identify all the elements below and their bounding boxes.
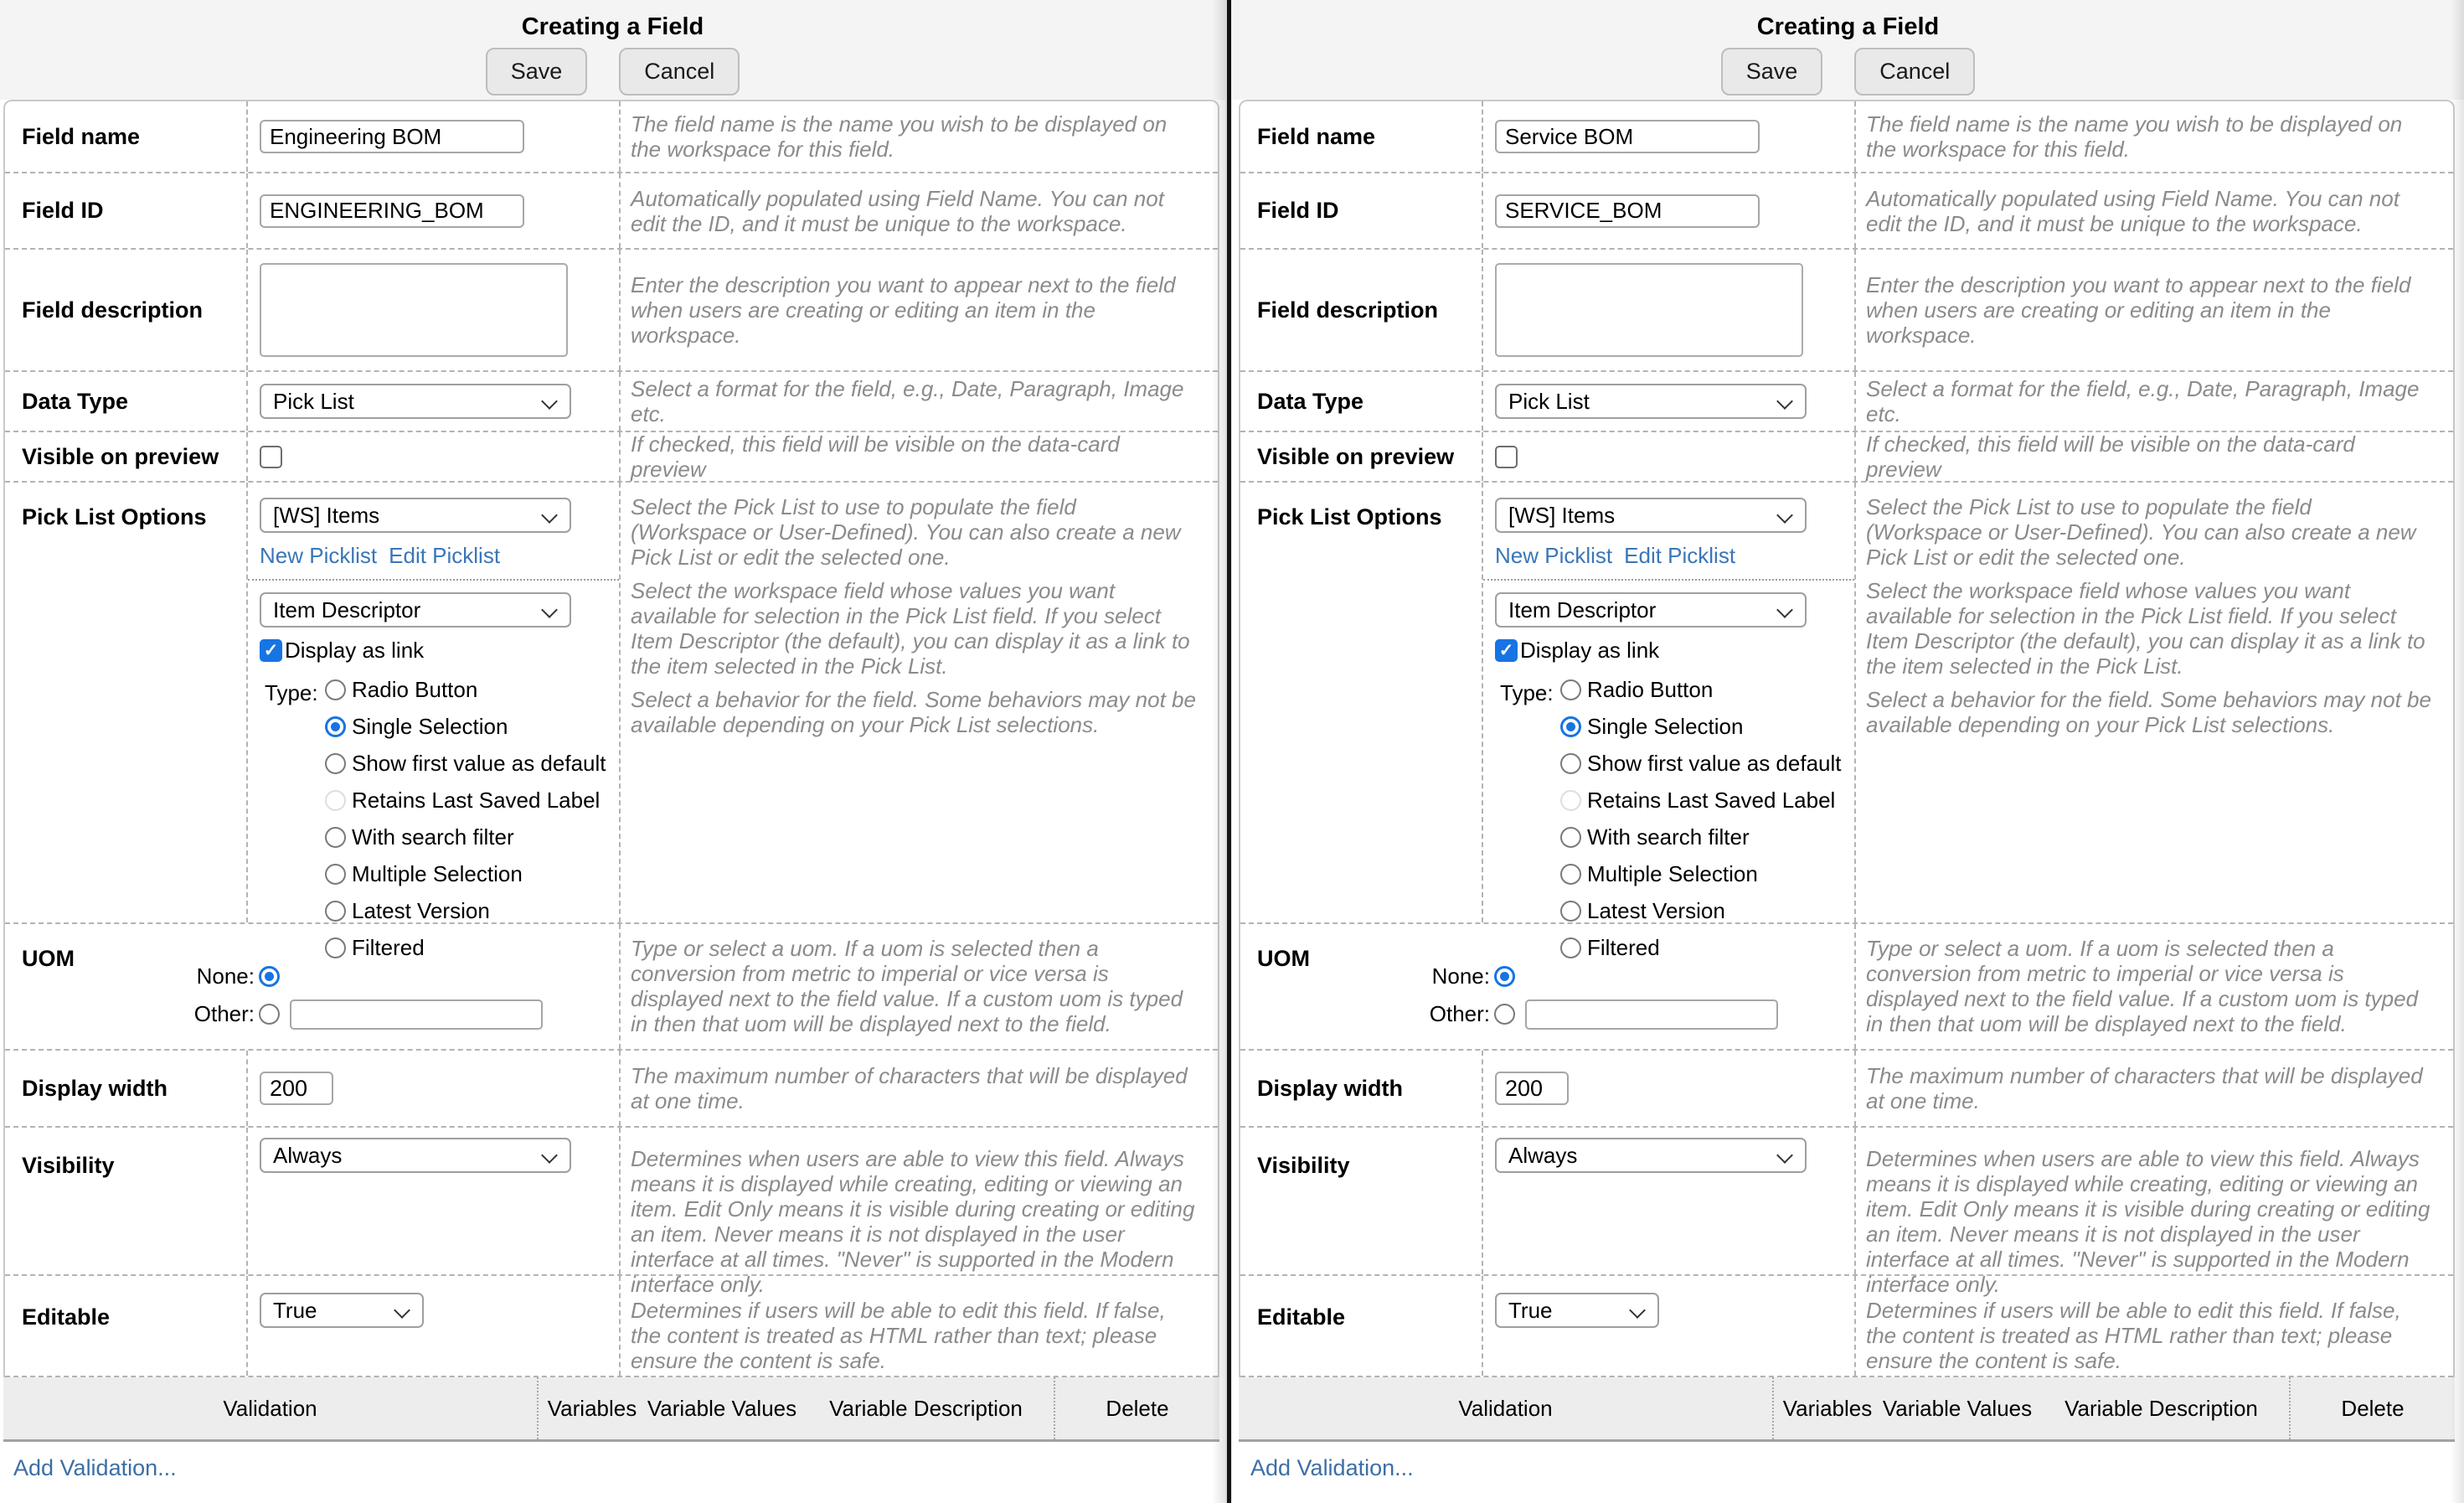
picklist-field-value: Item Descriptor xyxy=(273,597,421,622)
field-id-description: Automatically populated using Field Name. You can not edit the ID, and it must be unique to the workspace. xyxy=(1866,185,2400,236)
picklist-select[interactable] xyxy=(1495,498,1807,533)
uom-none-label: None: xyxy=(196,963,255,989)
save-button[interactable]: Save xyxy=(1721,48,1823,96)
display-as-link-checkbox[interactable] xyxy=(1495,639,1518,662)
uom-row xyxy=(1240,924,2453,1051)
option-label: With search filter xyxy=(1587,824,1750,850)
delete-column-header: Delete xyxy=(2289,1377,2455,1439)
data-type-value: Pick List xyxy=(273,388,354,414)
retains-last-saved-radio xyxy=(1560,790,1581,811)
visibility-row xyxy=(1240,1128,2453,1297)
data-type-row xyxy=(5,372,1218,432)
chevron-down-icon xyxy=(541,507,558,524)
creating-field-panel-right xyxy=(1232,0,2464,1503)
option-label: Filtered xyxy=(352,935,425,960)
type-option-radio-button xyxy=(1560,677,1842,703)
display-width-input[interactable] xyxy=(260,1072,333,1105)
chevron-down-icon xyxy=(1776,393,1793,410)
picklist-field-select[interactable] xyxy=(260,592,571,628)
visible-on-preview-checkbox[interactable] xyxy=(1495,446,1518,468)
uom-none-radio[interactable] xyxy=(1494,966,1515,987)
field-form xyxy=(3,100,1219,1377)
visibility-select[interactable] xyxy=(260,1138,571,1173)
uom-row xyxy=(5,924,1218,1051)
option-label: Radio Button xyxy=(352,677,478,702)
field-description-row xyxy=(1240,250,2453,372)
field-id-label: Field ID xyxy=(5,173,248,248)
type-option-multiple-selection xyxy=(325,861,606,887)
variables-column-header: Variables xyxy=(1782,1395,1873,1421)
data-type-description: Select a format for the field, e.g., Date, Paragraph, Image etc. xyxy=(1866,376,2420,426)
option-label: With search filter xyxy=(352,824,514,850)
action-buttons xyxy=(0,48,1225,96)
type-option-with-search-filter xyxy=(1560,824,1842,850)
add-validation-link[interactable]: Add Validation... xyxy=(1250,1455,1414,1480)
editable-value: True xyxy=(273,1297,317,1323)
display-width-description: The maximum number of characters that will be displayed at one time. xyxy=(1866,1063,2423,1113)
picklist-sub-separator xyxy=(1483,579,1854,581)
cancel-button[interactable]: Cancel xyxy=(1854,48,1975,96)
uom-description: Type or select a uom. If a uom is selected then a conversion from metric to imperial or vice versa is displayed next to the field value. If a custom uom is typed in then that uom will be displayed next to the field. xyxy=(1866,936,2419,1036)
new-picklist-link[interactable]: New Picklist xyxy=(1495,543,1613,568)
variable-values-column-header: Variable Values xyxy=(647,1395,797,1421)
page-title: Creating a Field xyxy=(521,13,704,40)
pick-list-description-2: Select the workspace field whose values you want available for selection in the Pick List field. If you select Item Descriptor (the default), you can display it as a link to the item selected in the Pick List. xyxy=(1866,578,2425,679)
validation-table-header xyxy=(1239,1377,2455,1442)
option-label: Filtered xyxy=(1587,935,1660,960)
field-name-input[interactable] xyxy=(260,120,524,153)
edit-picklist-link[interactable]: Edit Picklist xyxy=(1624,543,1736,568)
type-options xyxy=(1495,677,1854,961)
multiple-selection-radio[interactable] xyxy=(1560,864,1581,885)
uom-other-input[interactable] xyxy=(290,999,543,1030)
field-id-row xyxy=(5,173,1218,250)
radio-button-radio[interactable] xyxy=(1560,679,1581,700)
type-option-radio-button xyxy=(325,677,606,703)
validation-column-header: Validation xyxy=(3,1377,539,1439)
visibility-value: Always xyxy=(273,1142,343,1168)
data-type-label: Data Type xyxy=(1240,372,1483,431)
with-search-filter-radio[interactable] xyxy=(1560,827,1581,848)
uom-other-radio[interactable] xyxy=(259,1004,280,1025)
type-option-single-selection xyxy=(325,714,606,740)
pick-list-description-1: Select the Pick List to use to populate the field (Workspace or User-Defined). You can also create a new Pick List or edit the selected one. xyxy=(631,494,1181,570)
pick-list-description-2: Select the workspace field whose values you want available for selection in the Pick List field. If you select Item Descriptor (the default), you can display it as a link to the item selected in the Pick List. xyxy=(631,578,1190,679)
uom-other-input[interactable] xyxy=(1525,999,1778,1030)
pick-list-description xyxy=(621,483,1218,922)
editable-description: Determines if users will be able to edit this field. If false, the content is treated as HTML rather than text; please ensure the content is safe. xyxy=(631,1298,1166,1373)
delete-column-header: Delete xyxy=(1054,1377,1219,1439)
validation-column-header: Validation xyxy=(1239,1377,1774,1439)
type-label: Type: xyxy=(1500,680,1554,705)
pick-list-description-3: Select a behavior for the field. Some behaviors may not be available depending on your Pick List selections. xyxy=(631,687,1196,737)
option-label: Multiple Selection xyxy=(1587,861,1758,886)
pick-list-description-3: Select a behavior for the field. Some behaviors may not be available depending on your Pick List selections. xyxy=(1866,687,2431,737)
display-width-row xyxy=(1240,1051,2453,1128)
data-type-value: Pick List xyxy=(1508,388,1590,414)
type-option-show-first-value xyxy=(325,751,606,777)
field-form xyxy=(1239,100,2455,1377)
editable-value: True xyxy=(1508,1297,1553,1323)
field-name-input[interactable] xyxy=(1495,120,1760,153)
uom-label: UOM xyxy=(1257,946,1310,971)
field-name-description: The field name is the name you wish to be displayed on the workspace for this field. xyxy=(631,111,1168,162)
save-button[interactable]: Save xyxy=(486,48,588,96)
uom-description: Type or select a uom. If a uom is selected then a conversion from metric to imperial or vice versa is displayed next to the field value. If a custom uom is typed in then that uom will be displayed next to the field. xyxy=(631,936,1183,1036)
variables-column-header: Variables xyxy=(547,1395,637,1421)
type-option-single-selection xyxy=(1560,714,1842,740)
pick-list-options-label: Pick List Options xyxy=(1240,483,1483,922)
field-description-label: Field description xyxy=(5,250,248,370)
option-label: Latest Version xyxy=(352,898,490,923)
field-description-textarea[interactable] xyxy=(260,263,568,357)
data-type-select[interactable] xyxy=(260,384,571,419)
check-icon: ✓ xyxy=(1498,641,1514,660)
editable-row xyxy=(5,1276,1218,1377)
check-icon: ✓ xyxy=(263,641,279,660)
type-option-show-first-value xyxy=(1560,751,1842,777)
visible-on-preview-row xyxy=(1240,432,2453,483)
picklist-links xyxy=(1495,543,1854,569)
uom-label: UOM xyxy=(22,946,75,971)
uom-other-label: Other: xyxy=(193,1001,255,1026)
editable-row xyxy=(1240,1276,2453,1377)
field-name-label: Field name xyxy=(1240,101,1483,172)
chevron-down-icon xyxy=(394,1302,410,1319)
window-divider xyxy=(1225,0,1232,1503)
visible-on-preview-checkbox[interactable] xyxy=(260,446,282,468)
data-type-select[interactable] xyxy=(1495,384,1807,419)
picklist-value: [WS] Items xyxy=(273,502,380,528)
with-search-filter-radio[interactable] xyxy=(325,827,346,848)
pick-list-options-label: Pick List Options xyxy=(5,483,248,922)
field-name-label: Field name xyxy=(5,101,248,172)
field-id-input[interactable] xyxy=(260,194,524,228)
option-label: Multiple Selection xyxy=(352,861,523,886)
picklist-value: [WS] Items xyxy=(1508,502,1616,528)
display-width-label: Display width xyxy=(5,1051,248,1126)
creating-field-panel-left xyxy=(0,0,1225,1503)
visible-on-preview-row xyxy=(5,432,1218,483)
new-picklist-link[interactable]: New Picklist xyxy=(260,543,378,568)
field-id-description: Automatically populated using Field Name. You can not edit the ID, and it must be unique to the workspace. xyxy=(631,185,1164,236)
visibility-description: Determines when users are able to view this field. Always means it is displayed while creating, editing or viewing an item. Edit Only means it is visible during creating or editing an item. Never means it is not displayed in the user interface at all times. "Never" is supported in the Modern interface only. xyxy=(1866,1146,2430,1297)
editable-select[interactable] xyxy=(1495,1293,1659,1328)
variable-description-column-header: Variable Description xyxy=(2065,1395,2258,1421)
field-id-row xyxy=(1240,173,2453,250)
uom-options xyxy=(1240,958,1778,1033)
visibility-row xyxy=(5,1128,1218,1297)
display-width-input[interactable] xyxy=(1495,1072,1569,1105)
edit-picklist-link[interactable]: Edit Picklist xyxy=(389,543,501,568)
chevron-down-icon xyxy=(1629,1302,1646,1319)
field-description-description: Enter the description you want to appear next to the field when users are creating or editing an item in the workspace. xyxy=(631,272,1176,348)
picklist-select[interactable] xyxy=(260,498,571,533)
radio-button-radio[interactable] xyxy=(325,679,346,700)
uom-none-label: None: xyxy=(1431,963,1490,989)
data-type-description: Select a format for the field, e.g., Date, Paragraph, Image etc. xyxy=(631,376,1184,426)
type-options xyxy=(260,677,619,961)
chevron-down-icon xyxy=(1776,507,1793,524)
picklist-field-select[interactable] xyxy=(1495,592,1807,628)
display-as-link-label: Display as link xyxy=(1520,638,1660,663)
single-selection-radio[interactable] xyxy=(1560,716,1581,737)
field-description-row xyxy=(5,250,1218,372)
type-option-with-search-filter xyxy=(325,824,606,850)
cancel-button[interactable]: Cancel xyxy=(619,48,740,96)
editable-description: Determines if users will be able to edit this field. If false, the content is treated as HTML rather than text; please ensure the content is safe. xyxy=(1866,1298,2401,1373)
display-width-row xyxy=(5,1051,1218,1128)
validation-table-header xyxy=(3,1377,1219,1442)
uom-none-radio[interactable] xyxy=(259,966,280,987)
visibility-label: Visibility xyxy=(5,1128,248,1274)
show-first-value-radio[interactable] xyxy=(325,753,346,774)
visible-on-preview-description: If checked, this field will be visible on the data-card preview xyxy=(631,431,1120,482)
multiple-selection-radio[interactable] xyxy=(325,864,346,885)
editable-select[interactable] xyxy=(260,1293,424,1328)
picklist-links xyxy=(260,543,619,569)
chevron-down-icon xyxy=(541,393,558,410)
show-first-value-radio[interactable] xyxy=(1560,753,1581,774)
option-label: Single Selection xyxy=(352,714,508,739)
field-name-row xyxy=(1240,101,2453,173)
data-type-row xyxy=(1240,372,2453,432)
chevron-down-icon xyxy=(1776,1147,1793,1164)
option-label: Show first value as default xyxy=(1587,751,1842,776)
latest-version-radio[interactable] xyxy=(1560,901,1581,922)
option-label: Radio Button xyxy=(1587,677,1714,702)
type-option-retains-last-saved xyxy=(1560,788,1842,813)
visibility-select[interactable] xyxy=(1495,1138,1807,1173)
chevron-down-icon xyxy=(1776,602,1793,618)
panel-header xyxy=(1232,0,2464,100)
option-label: Single Selection xyxy=(1587,714,1744,739)
add-validation-link[interactable]: Add Validation... xyxy=(13,1455,177,1480)
field-description-textarea[interactable] xyxy=(1495,263,1803,357)
field-description-label: Field description xyxy=(1240,250,1483,370)
editable-label: Editable xyxy=(5,1276,248,1376)
option-label: Retains Last Saved Label xyxy=(1587,788,1836,813)
retains-last-saved-radio xyxy=(325,790,346,811)
picklist-field-value: Item Descriptor xyxy=(1508,597,1657,622)
pick-list-description xyxy=(1856,483,2453,922)
editable-label: Editable xyxy=(1240,1276,1483,1376)
pick-list-description-1: Select the Pick List to use to populate the field (Workspace or User-Defined). You can also create a new Pick List or edit the selected one. xyxy=(1866,494,2416,570)
display-width-label: Display width xyxy=(1240,1051,1483,1126)
chevron-down-icon xyxy=(541,1147,558,1164)
visible-on-preview-description: If checked, this field will be visible on the data-card preview xyxy=(1866,431,2355,482)
page-title: Creating a Field xyxy=(1756,13,1940,40)
variable-values-column-header: Variable Values xyxy=(1882,1395,2033,1421)
visibility-label: Visibility xyxy=(1240,1128,1483,1274)
uom-other-radio[interactable] xyxy=(1494,1004,1515,1025)
field-id-label: Field ID xyxy=(1240,173,1483,248)
field-name-description: The field name is the name you wish to be displayed on the workspace for this field. xyxy=(1866,111,2403,162)
option-label: Retains Last Saved Label xyxy=(352,788,601,813)
panel-header xyxy=(0,0,1225,100)
picklist-sub-separator xyxy=(248,579,619,581)
field-description-description: Enter the description you want to appear next to the field when users are creating or editing an item in the workspace. xyxy=(1866,272,2411,348)
latest-version-radio[interactable] xyxy=(325,901,346,922)
type-option-latest-version xyxy=(325,898,606,924)
visible-on-preview-label: Visible on preview xyxy=(5,432,248,481)
display-as-link-label: Display as link xyxy=(285,638,425,663)
visible-on-preview-label: Visible on preview xyxy=(1240,432,1483,481)
variable-description-column-header: Variable Description xyxy=(829,1395,1023,1421)
uom-other-label: Other: xyxy=(1429,1001,1490,1026)
uom-options xyxy=(5,958,543,1033)
visibility-value: Always xyxy=(1508,1142,1578,1168)
type-option-latest-version xyxy=(1560,898,1842,924)
display-as-link-checkbox[interactable] xyxy=(260,639,282,662)
data-type-label: Data Type xyxy=(5,372,248,431)
option-label: Show first value as default xyxy=(352,751,606,776)
type-option-retains-last-saved xyxy=(325,788,606,813)
field-id-input[interactable] xyxy=(1495,194,1760,228)
type-label: Type: xyxy=(265,680,318,705)
chevron-down-icon xyxy=(541,602,558,618)
field-name-row xyxy=(5,101,1218,173)
action-buttons xyxy=(1232,48,2464,96)
option-label: Latest Version xyxy=(1587,898,1725,923)
type-option-multiple-selection xyxy=(1560,861,1842,887)
single-selection-radio[interactable] xyxy=(325,716,346,737)
display-width-description: The maximum number of characters that will be displayed at one time. xyxy=(631,1063,1188,1113)
visibility-description: Determines when users are able to view this field. Always means it is displayed while creating, editing or viewing an item. Edit Only means it is visible during creating or editing an item. Never means it is not displayed in the user interface at all times. "Never" is supported in the Modern interface only. xyxy=(631,1146,1195,1297)
